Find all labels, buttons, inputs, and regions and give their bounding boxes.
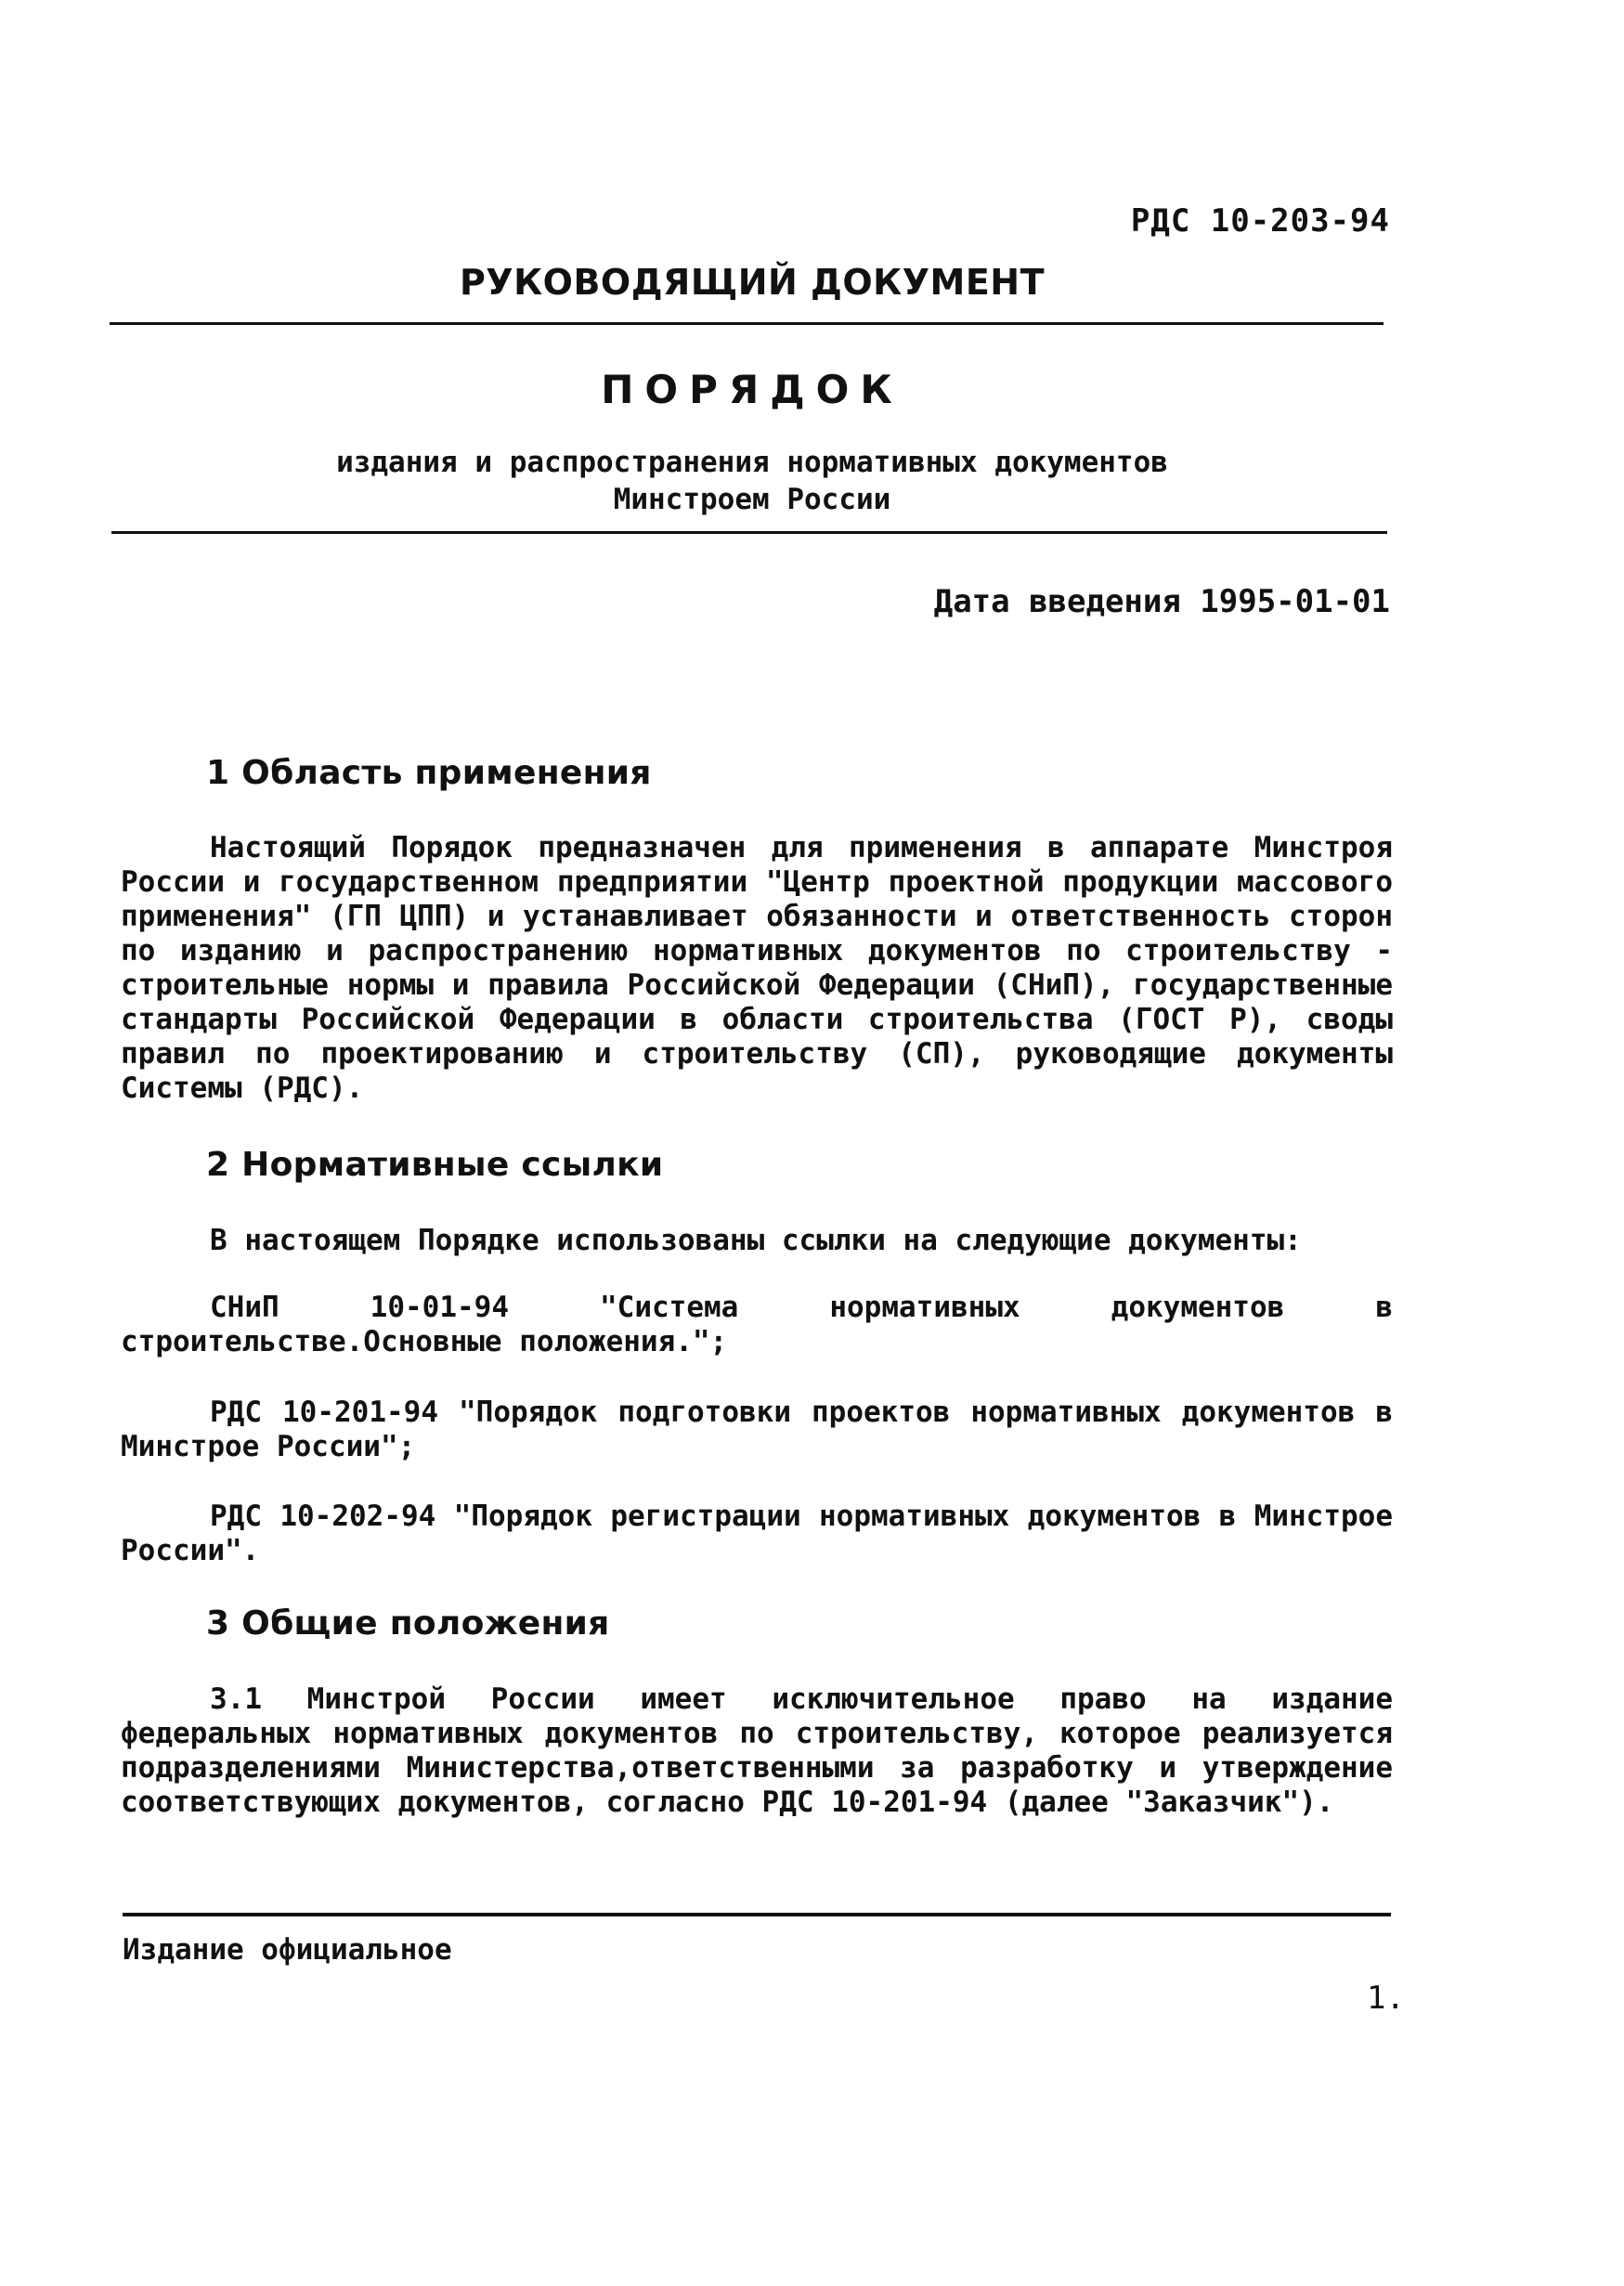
header-rule-bottom (111, 531, 1387, 534)
document-type: РУКОВОДЯЩИЙ ДОКУМЕНТ (459, 262, 1046, 303)
reference-item: РДС 10-202-94 "Порядок регистрации нормативных документов в Минстрое России". (121, 1500, 1393, 1567)
page-number: 1. (1367, 1980, 1405, 2017)
document-title: ПОРЯДОК (601, 367, 903, 412)
scope-paragraph: Настоящий Порядок предназначен для применения в аппарате Минстроя России и государственном предприятии "Центр проектной продукции массового применения" (ГП ЦПП) и устанавливает обязанности и ответственность сторон по изданию и распространению нормативных документов по строительству - строительные нормы и правила Российской Федерации (СНиП), государственные стандарты Российской Федерации в области строительства (ГОСТ Р), своды правил по проектированию и строительству (СП), руководящие документы Системы (РДС). (121, 831, 1393, 1105)
subtitle-line-1: издания и распространения нормативных документов (336, 446, 1168, 479)
references-intro: В настоящем Порядке использованы ссылки на следующие документы: (210, 1224, 1302, 1257)
section-heading-scope: 1 Область применения (206, 754, 652, 792)
general-paragraph-3-1: 3.1 Минстрой России имеет исключительное право на издание федеральных нормативных документов по строительству, которое реализуется подразделениями Министерства,ответственными за разработку и утверждение соответствующих документов, согласно РДС 10-201-94 (далее "Заказчик"). (121, 1682, 1393, 1819)
footer-rule (123, 1913, 1391, 1916)
reference-item: РДС 10-201-94 "Порядок подготовки проектов нормативных документов в Минстрое России"; (121, 1396, 1393, 1463)
document-code: РДС 10-203-94 (1130, 202, 1390, 240)
reference-item: СНиП 10-01-94 "Система нормативных документов в строительстве.Основные положения."; (121, 1291, 1393, 1358)
section-heading-references: 2 Нормативные ссылки (206, 1146, 664, 1184)
section-heading-general: 3 Общие положения (206, 1604, 610, 1643)
subtitle-line-2: Минстроем России (613, 483, 891, 516)
effective-date: Дата введения 1995-01-01 (933, 583, 1390, 620)
document-subtitle (0, 444, 1504, 518)
edition-note: Издание официальное (123, 1933, 452, 1967)
header-rule-top (110, 322, 1384, 325)
